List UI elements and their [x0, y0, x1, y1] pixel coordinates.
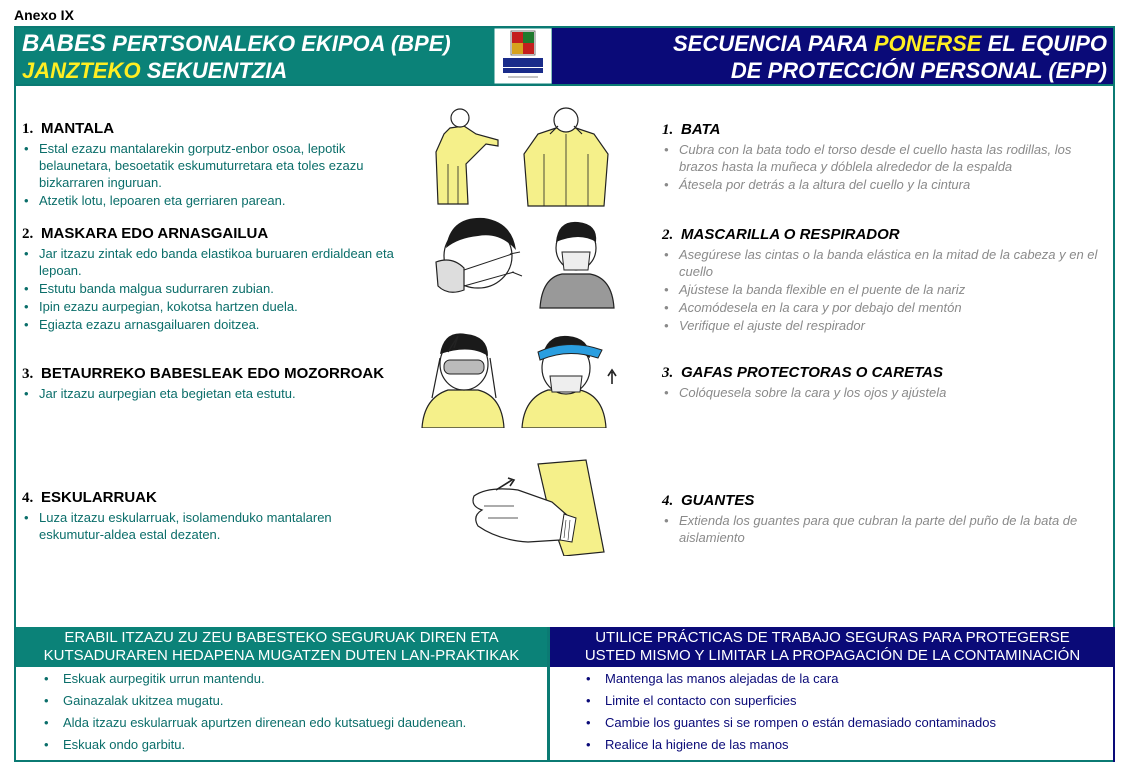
header-basque — [16, 28, 494, 84]
column-divider — [547, 627, 550, 762]
list-item: • Estal ezazu mantalarekin gorputz-enbor osoa, lepotik belaunetara, besoetatik eskumuturretara eta toles ezazu bizkarraren inguruan. — [22, 140, 417, 191]
step-eu-4 — [22, 489, 397, 544]
header-spanish-highlight: PONERSE — [873, 31, 982, 56]
header-spanish-part-a: SECUENCIA PARA — [672, 31, 868, 56]
header-basque-highlight: JANZTEKO — [22, 58, 141, 83]
step-es-1-title — [662, 121, 1110, 139]
right-border — [1113, 627, 1115, 762]
step-title-text: MASCARILLA O RESPIRADOR — [681, 226, 900, 243]
step-eu-3-list — [22, 385, 417, 402]
mask-illustration-icon — [430, 212, 620, 310]
step-es-3-list — [662, 384, 1110, 401]
heading-line: USTED MISMO Y LIMITAR LA PROPAGACIÓN DE LA CONTAMINACIÓN — [584, 647, 1081, 664]
gloves-illustration-icon — [468, 456, 618, 556]
step-eu-1-title — [22, 120, 417, 138]
list-item: • Mantenga las manos alejadas de la cara — [580, 668, 996, 690]
step-eu-1 — [22, 120, 417, 210]
step-number: 3. — [662, 365, 674, 381]
step-eu-3 — [22, 365, 417, 403]
list-item: • Acomódesela en la cara y por debajo del mentón — [662, 299, 1110, 316]
list-item: • Cambie los guantes si se rompen o están demasiado contaminados — [580, 712, 996, 734]
step-es-4 — [662, 492, 1110, 547]
step-eu-3-title — [22, 365, 417, 383]
step-es-1 — [662, 121, 1110, 194]
header-basque-line1 — [22, 31, 451, 57]
header-spanish-part-c: EL EQUIPO — [987, 31, 1107, 56]
step-es-4-list — [662, 512, 1110, 546]
list-item: • Jar itzazu zintak edo banda elastikoa buruaren erdialdean eta lepoan. — [22, 245, 417, 279]
step-number: 3. — [22, 366, 34, 382]
list-item: • Atzetik lotu, lepoaren eta gerriaren parean. — [22, 192, 417, 209]
step-es-2-list — [662, 246, 1110, 334]
header-spanish — [552, 28, 1113, 84]
heading-line: ERABIL ITZAZU ZU ZEU BABESTEKO SEGURUAK DIREN ETA — [64, 629, 499, 646]
step-number: 2. — [22, 226, 34, 242]
header-spanish-line1 — [673, 31, 1107, 57]
step-number: 1. — [662, 122, 674, 138]
header-basque-line2 — [22, 58, 287, 84]
list-item: • Eskuak aurpegitik urrun mantendu. — [38, 668, 466, 690]
list-item: • Alda itzazu eskularruak apurtzen direnean edo kutsatuegi daudenean. — [38, 712, 466, 734]
step-title-text: MANTALA — [41, 120, 115, 137]
list-item: • Átesela por detrás a la altura del cuello y la cintura — [662, 176, 1110, 193]
step-eu-2 — [22, 225, 417, 334]
header-separator — [16, 84, 1113, 86]
step-eu-1-list — [22, 140, 417, 209]
step-eu-4-list — [22, 509, 397, 543]
safe-practices-heading-es — [550, 627, 1115, 667]
step-es-2 — [662, 226, 1110, 335]
government-logo — [494, 28, 552, 84]
step-es-3-title — [662, 364, 1110, 382]
annex-label: Anexo IX — [14, 7, 74, 23]
list-item: • Jar itzazu aurpegian eta begietan eta estutu. — [22, 385, 417, 402]
list-item: • Egiazta ezazu arnasgailuaren doitzea. — [22, 316, 417, 333]
list-item: • Extienda los guantes para que cubran la parte del puño de la bata de aislamiento — [662, 512, 1110, 546]
safe-practices-list-es — [580, 668, 996, 756]
header-basque-rest1: PERTSONALEKO EKIPOA (BPE) — [112, 31, 451, 56]
heading-line: UTILICE PRÁCTICAS DE TRABAJO SEGURAS PARA PROTEGERSE — [595, 629, 1070, 646]
list-item: • Estutu banda malgua sudurraren zubian. — [22, 280, 417, 297]
list-item: • Cubra con la bata todo el torso desde el cuello hasta las rodillas, los brazos hasta la muñeca y dóblela alrededor de la espalda — [662, 141, 1110, 175]
step-number: 1. — [22, 121, 34, 137]
step-number: 4. — [22, 490, 34, 506]
step-eu-2-title — [22, 225, 417, 243]
step-title-text: GUANTES — [681, 492, 755, 509]
step-es-2-title — [662, 226, 1110, 244]
list-item: • Eskuak ondo garbitu. — [38, 734, 466, 756]
safe-practices-list-eu — [38, 668, 466, 756]
step-es-3 — [662, 364, 1110, 402]
step-es-1-list — [662, 141, 1110, 193]
list-item: • Luza itzazu eskularruak, isolamenduko mantalaren eskumutur-aldea estal dezaten. — [22, 509, 397, 543]
header-spanish-line2: DE PROTECCIÓN PERSONAL (EPP) — [730, 58, 1107, 83]
header-basque-rest2: SEKUENTZIA — [146, 58, 288, 83]
step-eu-2-list — [22, 245, 417, 333]
step-number: 4. — [662, 493, 674, 509]
list-item: • Ipin ezazu aurpegian, kokotsa hartzen duela. — [22, 298, 417, 315]
list-item: • Colóquesela sobre la cara y los ojos y ajústela — [662, 384, 1110, 401]
list-item: • Limite el contacto con superficies — [580, 690, 996, 712]
step-title-text: MASKARA EDO ARNASGAILUA — [41, 225, 269, 242]
list-item: • Realice la higiene de las manos — [580, 734, 996, 756]
list-item: • Verifique el ajuste del respirador — [662, 317, 1110, 334]
heading-line: KUTSADURAREN HEDAPENA MUGATZEN DUTEN LAN-PRAKTIKAK — [43, 647, 520, 664]
step-title-text: GAFAS PROTECTORAS O CARETAS — [681, 364, 943, 381]
list-item: • Ajústese la banda flexible en el puente de la nariz — [662, 281, 1110, 298]
step-title-text: BATA — [681, 121, 721, 138]
step-title-text: ESKULARRUAK — [41, 489, 157, 506]
step-eu-4-title — [22, 489, 397, 507]
list-item: • Gainazalak ukitzea mugatu. — [38, 690, 466, 712]
list-item: • Asegúrese las cintas o la banda elástica en la mitad de la cabeza y en el cuello — [662, 246, 1110, 280]
step-es-4-title — [662, 492, 1110, 510]
step-title-text: BETAURREKO BABESLEAK EDO MOZORROAK — [41, 365, 385, 382]
gown-illustration-icon — [426, 104, 626, 212]
coat-of-arms-icon — [494, 28, 552, 84]
header-basque-word-babes: BABES — [22, 30, 107, 57]
safe-practices-heading-eu — [16, 627, 547, 667]
goggles-illustration-icon — [418, 328, 618, 428]
step-number: 2. — [662, 227, 674, 243]
